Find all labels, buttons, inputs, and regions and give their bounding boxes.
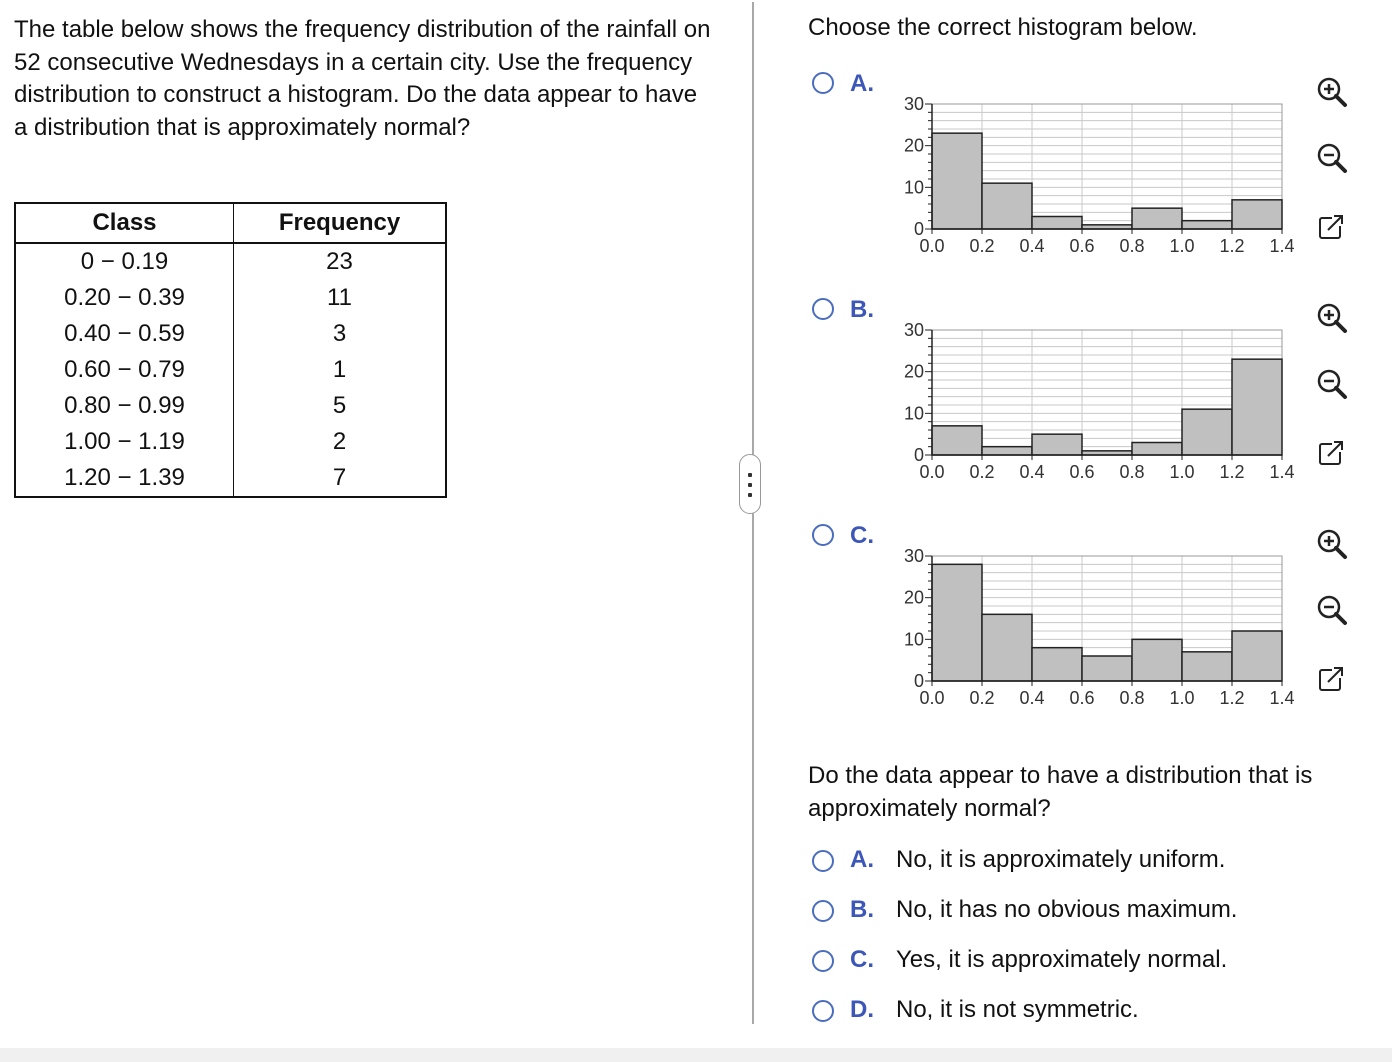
option-letter-c: C. <box>850 522 874 549</box>
popout-icon[interactable] <box>1314 662 1350 698</box>
histogram-bar <box>1032 217 1082 230</box>
x-tick-label: 1.4 <box>1269 236 1295 256</box>
x-tick-label: 1.4 <box>1269 688 1295 708</box>
y-tick-label: 20 <box>903 587 924 608</box>
popout-icon[interactable] <box>1314 210 1350 246</box>
frequency-cell: 2 <box>234 424 447 460</box>
answer-letter-c: C. <box>850 946 874 973</box>
question-panel <box>14 14 714 144</box>
histogram-bar <box>982 447 1032 455</box>
y-tick-label: 20 <box>903 361 924 382</box>
answer-letter-d: D. <box>850 996 874 1023</box>
histogram-c <box>880 544 1310 724</box>
answer-letter-b: B. <box>850 896 874 923</box>
y-tick-label: 0 <box>913 219 924 239</box>
x-tick-label: 1.0 <box>1169 462 1195 482</box>
answer-text-b[interactable]: No, it has no obvious maximum. <box>896 896 1238 923</box>
answer-text-a[interactable]: No, it is approximately uniform. <box>896 846 1226 873</box>
radio-histogram-b[interactable] <box>812 298 834 320</box>
y-tick-label: 30 <box>903 546 924 566</box>
frequency-table <box>14 202 447 498</box>
x-tick-label: 0.4 <box>1019 236 1045 256</box>
histogram-bar <box>1132 208 1182 229</box>
x-tick-label: 1.0 <box>1169 688 1195 708</box>
class-cell: 0.80 − 0.99 <box>64 392 185 419</box>
x-tick-label: 0.8 <box>1119 236 1145 256</box>
frequency-cell: 11 <box>234 280 447 316</box>
x-tick-label: 1.2 <box>1219 236 1245 256</box>
x-tick-label: 0.4 <box>1019 462 1045 482</box>
class-cell: 0.40 − 0.59 <box>64 320 185 347</box>
option-letter-a: A. <box>850 70 874 97</box>
frequency-cell: 3 <box>234 316 447 352</box>
class-cell: 1.20 − 1.39 <box>64 464 185 491</box>
y-tick-label: 0 <box>913 671 924 691</box>
frequency-cell: 1 <box>234 352 447 388</box>
table-header-frequency: Frequency <box>234 203 447 243</box>
histogram-bar <box>1132 639 1182 681</box>
x-tick-label: 0.0 <box>919 688 945 708</box>
histogram-bar <box>932 564 982 681</box>
x-tick-label: 1.2 <box>1219 462 1245 482</box>
popout-icon[interactable] <box>1314 436 1350 472</box>
x-tick-label: 0.4 <box>1019 688 1045 708</box>
radio-histogram-c[interactable] <box>812 524 834 546</box>
class-cell: 0.20 − 0.39 <box>64 284 185 311</box>
histogram-bar <box>932 133 982 229</box>
answer-letter-a: A. <box>850 846 874 873</box>
answer-text-c[interactable]: Yes, it is approximately normal. <box>896 946 1228 973</box>
radio-answer-b[interactable] <box>812 900 834 922</box>
histogram-bar <box>1232 631 1282 681</box>
zoom-in-icon[interactable] <box>1314 526 1350 562</box>
zoom-in-icon[interactable] <box>1314 300 1350 336</box>
handle-dot <box>748 473 752 477</box>
zoom-in-icon[interactable] <box>1314 74 1350 110</box>
x-tick-label: 0.0 <box>919 236 945 256</box>
histogram-bar <box>982 183 1032 229</box>
histogram-bar <box>1032 648 1082 681</box>
histogram-bar <box>982 614 1032 681</box>
table-row <box>15 316 446 352</box>
x-tick-label: 0.2 <box>969 462 995 482</box>
x-tick-label: 0.8 <box>1119 462 1145 482</box>
histogram-a <box>880 92 1310 272</box>
zoom-out-icon[interactable] <box>1314 140 1350 176</box>
frequency-cell: 7 <box>234 460 447 497</box>
y-tick-label: 30 <box>903 94 924 114</box>
x-tick-label: 0.8 <box>1119 688 1145 708</box>
histogram-bar <box>1082 656 1132 681</box>
normality-prompt: Do the data appear to have a distribution that is approximately normal? <box>808 762 1313 822</box>
histogram-bar <box>932 426 982 455</box>
y-tick-label: 10 <box>903 629 924 650</box>
table-header-row <box>15 203 446 243</box>
class-cell: 0 − 0.19 <box>80 248 169 275</box>
class-cell: 1.00 − 1.19 <box>64 428 185 455</box>
histogram-bar <box>1132 443 1182 456</box>
zoom-out-icon[interactable] <box>1314 592 1350 628</box>
radio-answer-a[interactable] <box>812 850 834 872</box>
x-tick-label: 0.6 <box>1069 462 1095 482</box>
x-tick-label: 0.6 <box>1069 688 1095 708</box>
y-tick-label: 0 <box>913 445 924 465</box>
answer-text-d[interactable]: No, it is not symmetric. <box>896 996 1139 1023</box>
histogram-bar <box>1182 221 1232 229</box>
radio-histogram-a[interactable] <box>812 72 834 94</box>
handle-dot <box>748 493 752 497</box>
y-tick-label: 10 <box>903 403 924 424</box>
histogram-prompt: Choose the correct histogram below. <box>808 14 1198 41</box>
histogram-bar <box>1182 652 1232 681</box>
x-tick-label: 0.0 <box>919 462 945 482</box>
y-tick-label: 20 <box>903 135 924 156</box>
histogram-b <box>880 318 1310 498</box>
table-row <box>15 460 446 497</box>
handle-dot <box>748 483 752 487</box>
bottom-bar <box>0 1048 1392 1062</box>
x-tick-label: 1.2 <box>1219 688 1245 708</box>
histogram-bar <box>1232 359 1282 455</box>
zoom-out-icon[interactable] <box>1314 366 1350 402</box>
table-row <box>15 352 446 388</box>
x-tick-label: 1.0 <box>1169 236 1195 256</box>
table-header-class: Class <box>15 203 234 243</box>
frequency-cell: 5 <box>234 388 447 424</box>
table-row <box>15 280 446 316</box>
option-letter-b: B. <box>850 296 874 323</box>
histogram-bar <box>1232 200 1282 229</box>
radio-answer-c[interactable] <box>812 950 834 972</box>
histogram-bar <box>1182 409 1232 455</box>
table-row <box>15 424 446 460</box>
table-row <box>15 243 446 280</box>
radio-answer-d[interactable] <box>812 1000 834 1022</box>
y-tick-label: 10 <box>903 177 924 198</box>
frequency-cell: 23 <box>234 243 447 280</box>
y-tick-label: 30 <box>903 320 924 340</box>
table-row <box>15 388 446 424</box>
pane-resize-handle[interactable] <box>739 454 761 514</box>
x-tick-label: 0.2 <box>969 236 995 256</box>
x-tick-label: 0.2 <box>969 688 995 708</box>
x-tick-label: 1.4 <box>1269 462 1295 482</box>
x-tick-label: 0.6 <box>1069 236 1095 256</box>
histogram-bar <box>1032 434 1082 455</box>
class-cell: 0.60 − 0.79 <box>64 356 185 383</box>
question-text: The table below shows the frequency distribution of the rainfall on 52 consecutive Wednesdays in a certain city. Use the frequency distribution to construct a histogram. Do the data appear to have a distribution that is approximately normal? <box>14 16 711 141</box>
